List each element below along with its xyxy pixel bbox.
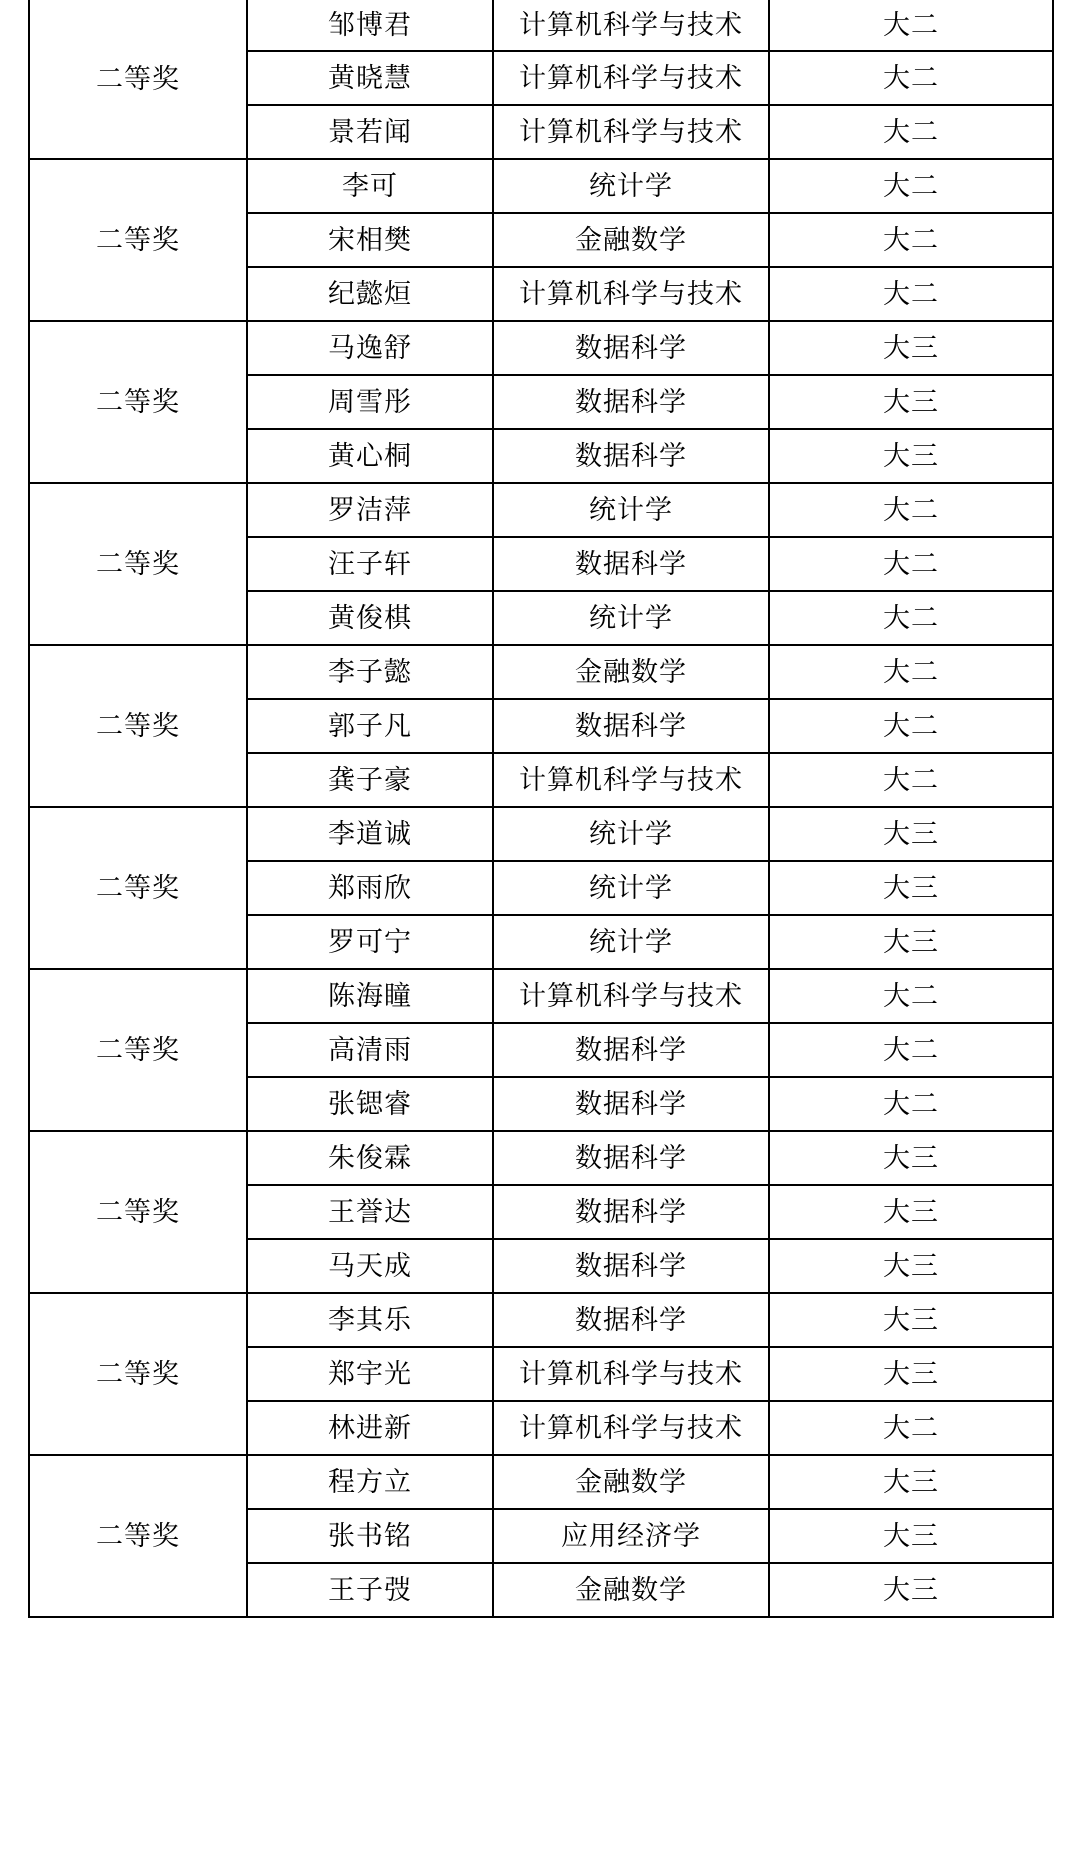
grade-cell: 大二 (769, 267, 1053, 321)
student-name-cell: 郑雨欣 (247, 861, 493, 915)
major-cell: 数据科学 (493, 537, 769, 591)
grade-cell: 大三 (769, 1347, 1053, 1401)
major-cell: 金融数学 (493, 213, 769, 267)
award-level-cell: 二等奖 (29, 645, 247, 807)
grade-cell: 大二 (769, 51, 1053, 105)
major-cell: 计算机科学与技术 (493, 1401, 769, 1455)
student-name-cell: 罗可宁 (247, 915, 493, 969)
major-cell: 数据科学 (493, 1239, 769, 1293)
table-row (29, 1131, 1053, 1185)
grade-cell: 大二 (769, 1401, 1053, 1455)
grade-cell: 大二 (769, 645, 1053, 699)
grade-cell: 大三 (769, 807, 1053, 861)
grade-cell: 大二 (769, 699, 1053, 753)
grade-cell: 大二 (769, 0, 1053, 51)
major-cell: 统计学 (493, 807, 769, 861)
award-level-cell: 二等奖 (29, 1131, 247, 1293)
major-cell: 计算机科学与技术 (493, 105, 769, 159)
student-name-cell: 李道诚 (247, 807, 493, 861)
student-name-cell: 陈海瞳 (247, 969, 493, 1023)
table-row (29, 1455, 1053, 1509)
award-level-cell: 二等奖 (29, 1455, 247, 1617)
student-name-cell: 李子懿 (247, 645, 493, 699)
student-name-cell: 郭子凡 (247, 699, 493, 753)
award-level-cell: 二等奖 (29, 0, 247, 159)
student-name-cell: 王子弢 (247, 1563, 493, 1617)
major-cell: 计算机科学与技术 (493, 51, 769, 105)
major-cell: 统计学 (493, 159, 769, 213)
grade-cell: 大二 (769, 105, 1053, 159)
award-level-cell: 二等奖 (29, 483, 247, 645)
major-cell: 数据科学 (493, 429, 769, 483)
major-cell: 数据科学 (493, 1293, 769, 1347)
major-cell: 统计学 (493, 591, 769, 645)
grade-cell: 大二 (769, 1023, 1053, 1077)
student-name-cell: 张书铭 (247, 1509, 493, 1563)
student-name-cell: 李可 (247, 159, 493, 213)
student-name-cell: 马逸舒 (247, 321, 493, 375)
table-row (29, 483, 1053, 537)
student-name-cell: 邹博君 (247, 0, 493, 51)
major-cell: 应用经济学 (493, 1509, 769, 1563)
major-cell: 金融数学 (493, 645, 769, 699)
grade-cell: 大三 (769, 861, 1053, 915)
student-name-cell: 张锶睿 (247, 1077, 493, 1131)
student-name-cell: 黄晓慧 (247, 51, 493, 105)
major-cell: 统计学 (493, 861, 769, 915)
major-cell: 金融数学 (493, 1563, 769, 1617)
grade-cell: 大二 (769, 483, 1053, 537)
grade-cell: 大二 (769, 537, 1053, 591)
grade-cell: 大二 (769, 1077, 1053, 1131)
student-name-cell: 马天成 (247, 1239, 493, 1293)
major-cell: 统计学 (493, 483, 769, 537)
grade-cell: 大三 (769, 1131, 1053, 1185)
major-cell: 计算机科学与技术 (493, 753, 769, 807)
grade-cell: 大三 (769, 429, 1053, 483)
grade-cell: 大三 (769, 1185, 1053, 1239)
major-cell: 计算机科学与技术 (493, 1347, 769, 1401)
grade-cell: 大三 (769, 375, 1053, 429)
student-name-cell: 程方立 (247, 1455, 493, 1509)
grade-cell: 大三 (769, 1455, 1053, 1509)
grade-cell: 大三 (769, 1509, 1053, 1563)
grade-cell: 大三 (769, 1239, 1053, 1293)
table-row (29, 645, 1053, 699)
award-level-cell: 二等奖 (29, 1293, 247, 1455)
student-name-cell: 郑宇光 (247, 1347, 493, 1401)
grade-cell: 大二 (769, 591, 1053, 645)
major-cell: 统计学 (493, 915, 769, 969)
grade-cell: 大二 (769, 969, 1053, 1023)
table-row (29, 1293, 1053, 1347)
award-level-cell: 二等奖 (29, 321, 247, 483)
table-row (29, 807, 1053, 861)
student-name-cell: 龚子豪 (247, 753, 493, 807)
student-name-cell: 周雪彤 (247, 375, 493, 429)
student-name-cell: 纪懿烜 (247, 267, 493, 321)
student-name-cell: 李其乐 (247, 1293, 493, 1347)
student-name-cell: 黄俊棋 (247, 591, 493, 645)
student-name-cell: 高清雨 (247, 1023, 493, 1077)
table-row (29, 321, 1053, 375)
student-name-cell: 景若闻 (247, 105, 493, 159)
major-cell: 计算机科学与技术 (493, 267, 769, 321)
student-name-cell: 罗洁萍 (247, 483, 493, 537)
award-level-cell: 二等奖 (29, 969, 247, 1131)
major-cell: 数据科学 (493, 699, 769, 753)
student-name-cell: 宋相樊 (247, 213, 493, 267)
major-cell: 计算机科学与技术 (493, 0, 769, 51)
grade-cell: 大二 (769, 753, 1053, 807)
student-name-cell: 朱俊霖 (247, 1131, 493, 1185)
grade-cell: 大三 (769, 321, 1053, 375)
student-name-cell: 黄心桐 (247, 429, 493, 483)
student-name-cell: 王誉达 (247, 1185, 493, 1239)
major-cell: 金融数学 (493, 1455, 769, 1509)
award-table (28, 0, 1054, 1618)
grade-cell: 大二 (769, 213, 1053, 267)
table-row (29, 159, 1053, 213)
major-cell: 计算机科学与技术 (493, 969, 769, 1023)
major-cell: 数据科学 (493, 1185, 769, 1239)
student-name-cell: 汪子轩 (247, 537, 493, 591)
award-level-cell: 二等奖 (29, 807, 247, 969)
grade-cell: 大三 (769, 915, 1053, 969)
table-row (29, 969, 1053, 1023)
grade-cell: 大三 (769, 1563, 1053, 1617)
award-level-cell: 二等奖 (29, 159, 247, 321)
table-row (29, 0, 1053, 51)
major-cell: 数据科学 (493, 1023, 769, 1077)
student-name-cell: 林进新 (247, 1401, 493, 1455)
major-cell: 数据科学 (493, 1077, 769, 1131)
grade-cell: 大三 (769, 1293, 1053, 1347)
major-cell: 数据科学 (493, 321, 769, 375)
major-cell: 数据科学 (493, 1131, 769, 1185)
grade-cell: 大二 (769, 159, 1053, 213)
major-cell: 数据科学 (493, 375, 769, 429)
